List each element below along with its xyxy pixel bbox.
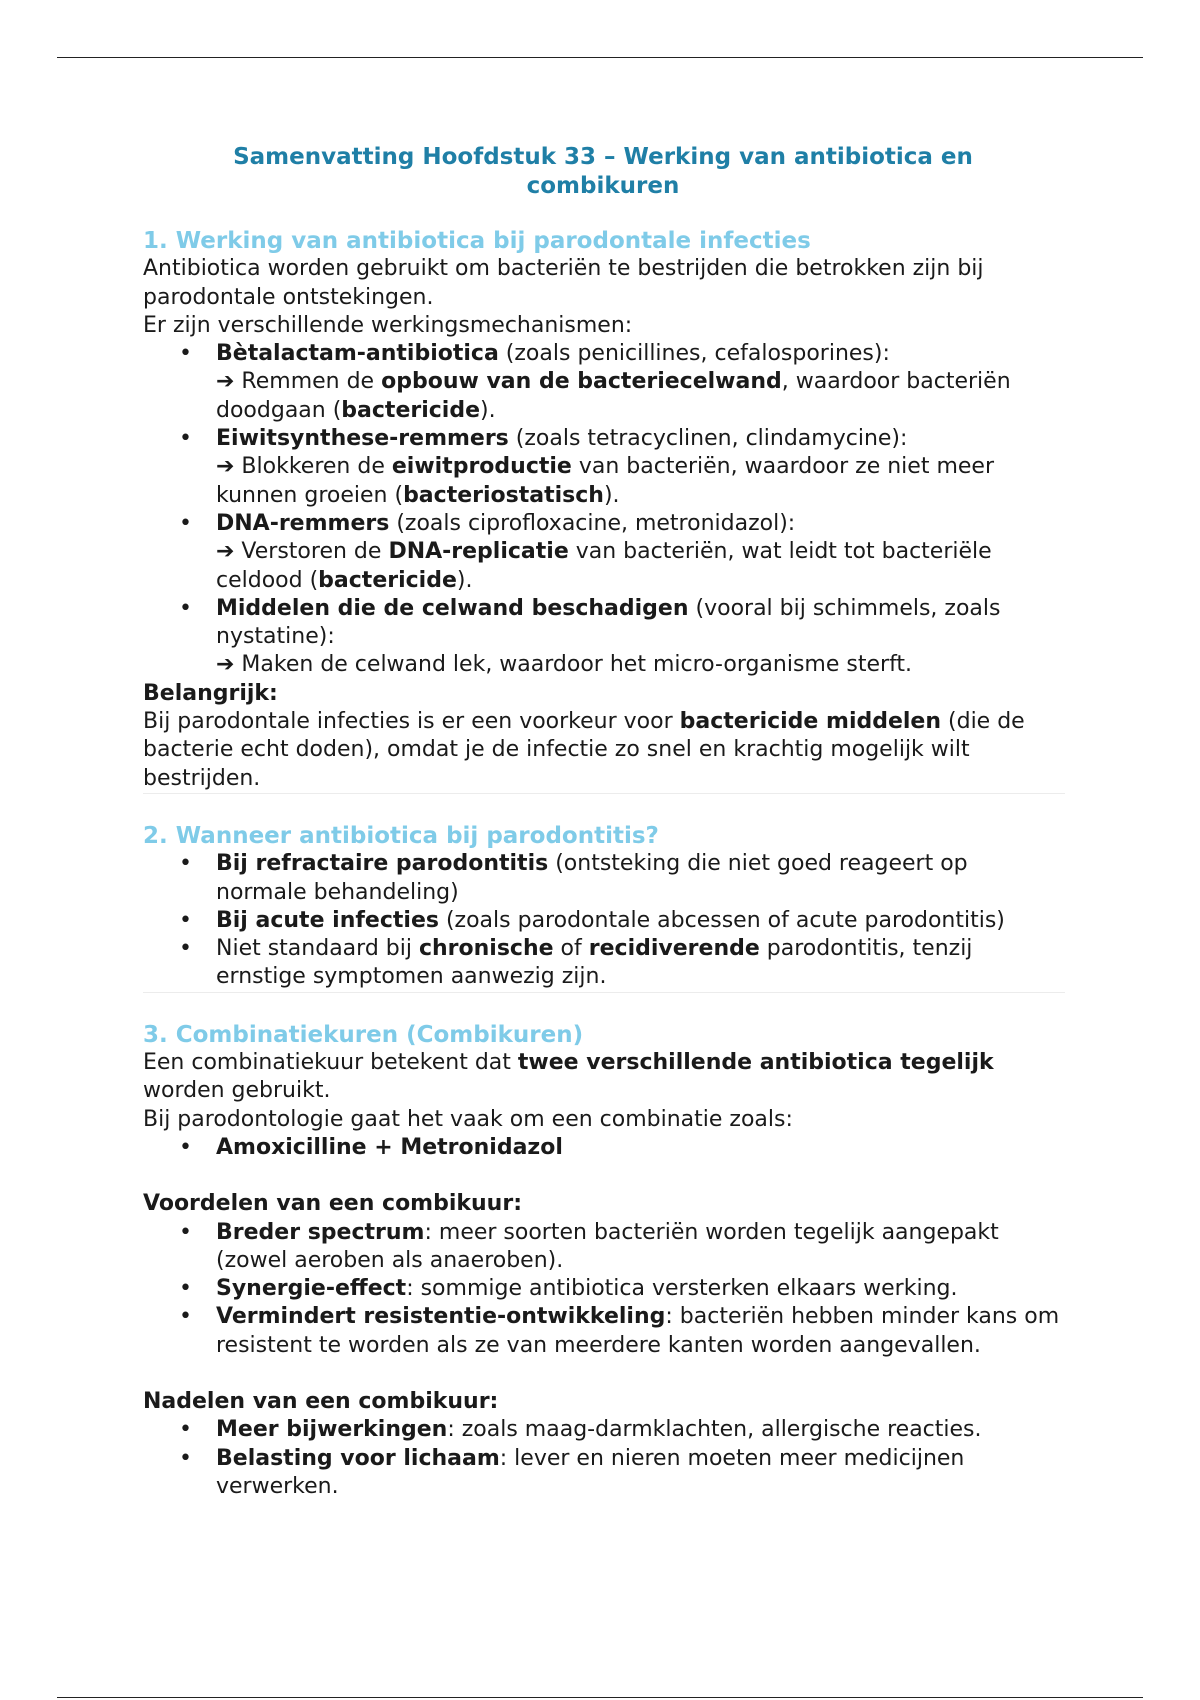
list-item: • Synergie-effect: sommige antibiotica versterken elkaars werking. xyxy=(216,1275,1063,1303)
important-paragraph: Bij parodontale infecties is er een voorkeur voor bactericide middelen (die de bacterie echt doden), omdat je de infectie zo snel en krachtig mogelijk wilt bestrijden. xyxy=(143,709,1025,791)
section-heading: 2. Wanneer antibiotica bij parodontitis? xyxy=(143,822,659,849)
section-1 xyxy=(143,227,1063,793)
list-item xyxy=(216,340,1063,425)
paragraph: Bij parodontologie gaat het vaak om een combinatie zoals: xyxy=(143,1106,793,1132)
bottom-rule xyxy=(57,1697,1143,1698)
list-item: • Vermindert resistentie-ontwikkeling: bacteriën hebben minder kans om resistent te worden als ze van meerdere kanten worden aangevallen. xyxy=(216,1303,1063,1360)
cons-label: Nadelen van een combikuur: xyxy=(143,1388,499,1414)
paragraph: Een combinatiekuur betekent dat twee verschillende antibiotica tegelijk worden gebruikt. xyxy=(143,1050,994,1104)
explanation: ➔ Blokkeren de eiwitproductie van bacteriën, waardoor ze niet meer kunnen groeien (bacteriostatisch). xyxy=(216,454,994,508)
list-item xyxy=(216,595,1063,680)
term: DNA-remmers xyxy=(216,510,390,536)
mechanism-list xyxy=(143,340,1063,680)
cons-list xyxy=(143,1416,1063,1501)
explanation: ➔ Remmen de opbouw van de bacteriecelwand, waardoor bacteriën doodgaan (bactericide). xyxy=(216,369,1011,423)
paragraph: Er zijn verschillende werkingsmechanismen: xyxy=(143,312,633,338)
list-item: • Amoxicilline + Metronidazol xyxy=(216,1134,1063,1162)
section-divider xyxy=(143,992,1065,993)
list-item: • Bij refractaire parodontitis (ontsteking die niet goed reageert op normale behandeling) xyxy=(216,850,1063,907)
section-2 xyxy=(143,822,1063,992)
top-rule xyxy=(57,57,1143,58)
text: (vooral bij schimmels, zoals nystatine): xyxy=(216,595,1001,650)
text: (zoals ciprofloxacine, metronidazol): xyxy=(389,510,796,536)
pros-list xyxy=(143,1219,1063,1360)
text: (zoals tetracyclinen, clindamycine): xyxy=(508,426,908,452)
list-item: • Bij acute infecties (zoals parodontale abcessen of acute parodontitis) xyxy=(216,907,1063,935)
section-heading: 1. Werking van antibiotica bij parodontale infecties xyxy=(143,228,811,254)
term: Bètalactam-antibiotica xyxy=(216,341,499,367)
pros-label: Voordelen van een combikuur: xyxy=(143,1191,522,1217)
paragraph: Antibiotica worden gebruikt om bacteriën te bestrijden die betrokken zijn bij parodontale ontstekingen. xyxy=(143,256,984,310)
list-item: • Belasting voor lichaam: lever en nieren moeten meer medicijnen verwerken. xyxy=(216,1445,1063,1502)
indication-list xyxy=(143,850,1063,991)
term: Middelen die de celwand beschadigen xyxy=(216,595,689,621)
list-item: • Niet standaard bij chronische of recidiverende parodontitis, tenzij ernstige symptomen aanwezig zijn. xyxy=(216,935,1063,992)
list-item xyxy=(216,425,1063,510)
explanation: ➔ Maken de celwand lek, waardoor het micro-organisme sterft. xyxy=(216,652,913,678)
list-item: • Breder spectrum: meer soorten bacteriën worden tegelijk aangepakt (zowel aeroben als anaeroben). xyxy=(216,1219,1063,1276)
section-divider xyxy=(143,793,1065,794)
section-heading: 3. Combinatiekuren (Combikuren) xyxy=(143,1021,584,1048)
text: (zoals penicillines, cefalosporines): xyxy=(498,341,890,367)
list-item xyxy=(216,510,1063,595)
explanation: ➔ Verstoren de DNA-replicatie van bacteriën, wat leidt tot bacteriële celdood (bactericide). xyxy=(216,539,992,593)
term: Eiwitsynthese-remmers xyxy=(216,426,509,452)
section-3 xyxy=(143,1021,1063,1501)
document-title: Samenvatting Hoofdstuk 33 – Werking van antibiotica en combikuren xyxy=(233,144,973,199)
list-item: • Meer bijwerkingen: zoals maag-darmklachten, allergische reacties. xyxy=(216,1416,1063,1444)
document-body xyxy=(143,143,1063,1501)
important-label: Belangrijk: xyxy=(143,680,278,706)
combo-list xyxy=(143,1134,1063,1162)
